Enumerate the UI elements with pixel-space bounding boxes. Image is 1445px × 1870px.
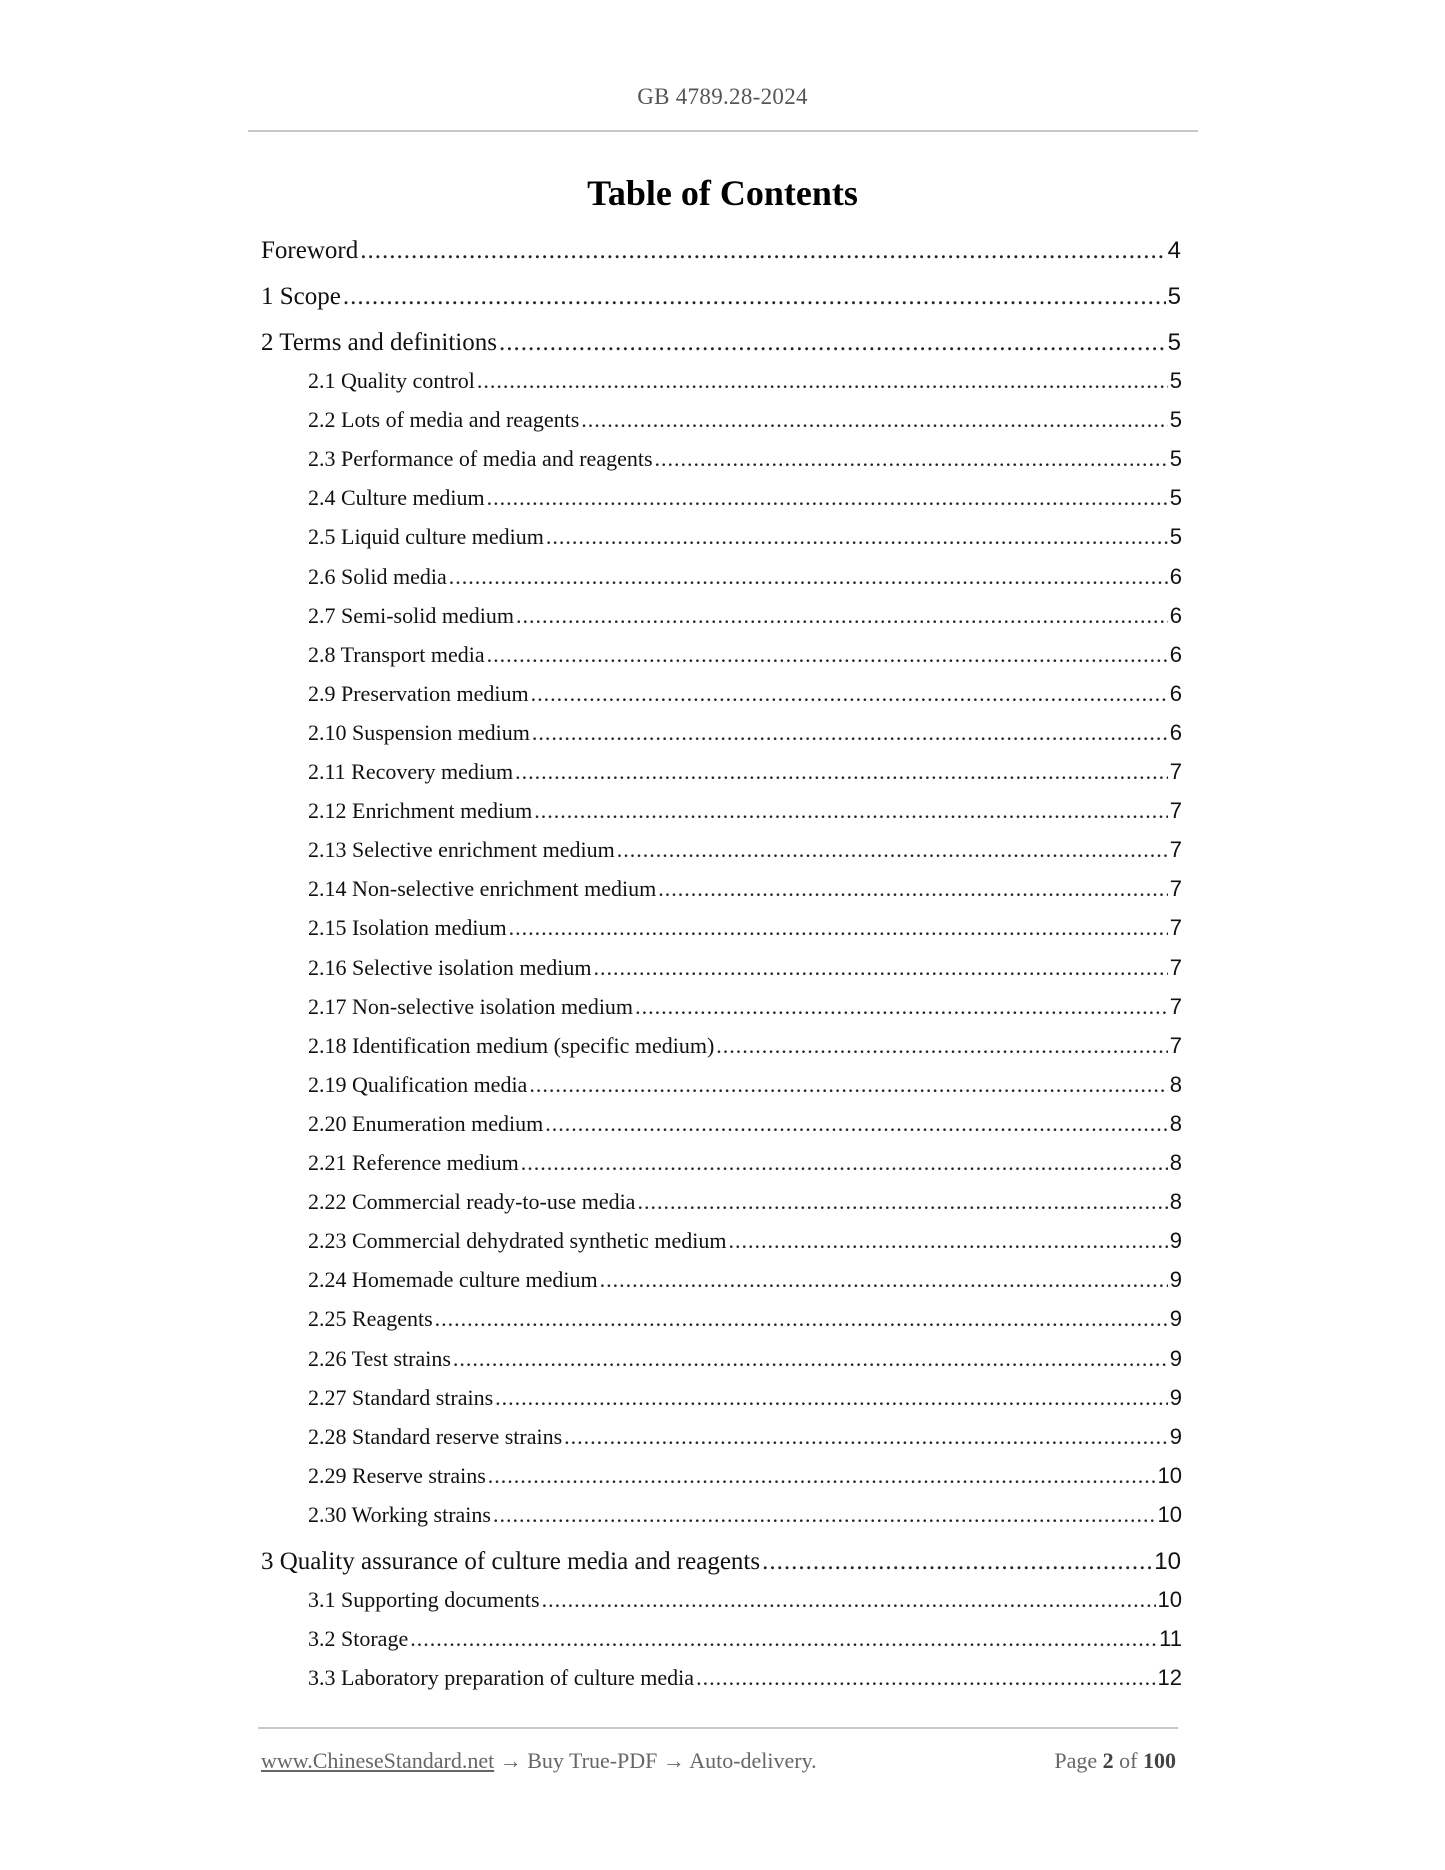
footer-tagline: → Buy True-PDF → Auto-delivery. xyxy=(499,1748,817,1773)
toc-leader-dots xyxy=(487,485,1168,511)
toc-entry[interactable] xyxy=(308,1228,1182,1254)
toc-entry[interactable] xyxy=(308,798,1182,824)
toc-entry[interactable] xyxy=(308,524,1182,550)
toc-entry-title: 1 Scope xyxy=(261,283,341,310)
toc-entry-title: Foreword xyxy=(261,237,359,264)
toc-leader-dots xyxy=(532,720,1168,746)
toc-entry[interactable] xyxy=(308,485,1182,511)
toc-entry-title: 2.24 Homemade culture medium xyxy=(308,1267,598,1293)
toc-entry-title: 2.8 Transport media xyxy=(308,641,485,667)
toc-heading: Table of Contents xyxy=(587,173,858,213)
toc-entry-page: 6 xyxy=(1169,602,1182,628)
toc-leader-dots xyxy=(531,681,1168,707)
toc-entry[interactable] xyxy=(308,994,1182,1020)
page-footer xyxy=(261,1748,1176,1778)
toc-entry-page: 7 xyxy=(1169,837,1182,863)
toc-leader-dots xyxy=(696,1665,1155,1691)
toc-entry-page: 7 xyxy=(1169,798,1182,824)
toc-entry[interactable] xyxy=(261,283,1181,311)
toc-entry-page: 7 xyxy=(1169,954,1182,980)
toc-leader-dots xyxy=(509,915,1168,941)
toc-entry-title: 2.10 Suspension medium xyxy=(308,719,530,745)
toc-leader-dots xyxy=(521,1150,1168,1176)
toc-entry-title: 2.11 Recovery medium xyxy=(308,759,514,784)
toc-entry-title: 2.22 Commercial ready-to-use media xyxy=(308,1189,636,1215)
toc-entry[interactable] xyxy=(308,1665,1182,1691)
toc-entry-title: 2.18 Identification medium (specific medium) xyxy=(308,1032,715,1058)
toc-entry[interactable] xyxy=(308,1267,1182,1293)
toc-entry[interactable] xyxy=(308,642,1182,668)
toc-entry-title: 2.26 Test strains xyxy=(308,1345,451,1371)
toc-leader-dots xyxy=(594,955,1168,981)
toc-entry-page: 10 xyxy=(1157,1501,1182,1527)
toc-entry-page: 8 xyxy=(1169,1150,1182,1175)
toc-entry-title: 2.20 Enumeration medium xyxy=(308,1110,544,1136)
toc-leader-dots xyxy=(410,1626,1157,1652)
toc-entry-title: 2.3 Performance of media and reagents xyxy=(308,446,653,472)
page-label: Page xyxy=(1054,1748,1098,1773)
toc-entry[interactable] xyxy=(308,1072,1182,1098)
toc-entry-page: 8 xyxy=(1169,1189,1182,1215)
toc-entry-title: 2.17 Non-selective isolation medium xyxy=(308,993,634,1019)
toc-entry-page: 5 xyxy=(1169,446,1182,472)
toc-entry[interactable] xyxy=(261,329,1181,357)
toc-leader-dots xyxy=(762,1548,1152,1576)
toc-entry-page: 6 xyxy=(1169,719,1182,745)
toc-entry-page: 12 xyxy=(1157,1665,1182,1691)
toc-entry-title: 2.19 Qualification media xyxy=(308,1071,528,1097)
toc-entry[interactable] xyxy=(308,681,1182,707)
toc-leader-dots xyxy=(495,1385,1168,1411)
toc-leader-dots xyxy=(658,876,1168,902)
toc-entry-page: 9 xyxy=(1169,1423,1182,1449)
page-indicator xyxy=(1054,1748,1176,1774)
toc-entry-title: 2.13 Selective enrichment medium xyxy=(308,837,615,863)
toc-entry-page: 5 xyxy=(1167,283,1181,310)
toc-entry[interactable] xyxy=(308,837,1182,863)
toc-leader-dots xyxy=(716,1033,1167,1059)
toc-leader-dots xyxy=(435,1306,1168,1332)
toc-entry-title: 3.1 Supporting documents xyxy=(308,1586,540,1612)
toc-entry[interactable] xyxy=(308,955,1182,981)
toc-entry-page: 9 xyxy=(1169,1267,1182,1293)
toc-entry[interactable] xyxy=(308,759,1182,785)
toc-entry-page: 5 xyxy=(1169,485,1182,511)
toc-entry-page: 6 xyxy=(1169,641,1182,667)
toc-entry-page: 5 xyxy=(1169,524,1182,550)
toc-leader-dots xyxy=(534,798,1168,824)
toc-entry-page: 10 xyxy=(1154,1547,1181,1575)
toc-leader-dots xyxy=(360,237,1165,265)
toc-entry-page: 9 xyxy=(1169,1306,1182,1332)
toc-leader-dots xyxy=(655,446,1168,472)
website-link[interactable]: www.ChineseStandard.net xyxy=(261,1748,495,1773)
toc-entry-title: 2.6 Solid media xyxy=(308,563,447,589)
toc-leader-dots xyxy=(453,1346,1168,1372)
toc-entry-title: 2.1 Quality control xyxy=(308,368,475,393)
toc-entry[interactable] xyxy=(308,1033,1182,1059)
toc-leader-dots xyxy=(516,603,1168,629)
toc-entry-page: 7 xyxy=(1169,915,1182,941)
toc-entry[interactable] xyxy=(308,446,1182,472)
toc-entry-page: 6 xyxy=(1169,680,1182,706)
toc-entry-title: 2.29 Reserve strains xyxy=(308,1462,486,1488)
page-total: 100 xyxy=(1143,1748,1176,1773)
toc-leader-dots xyxy=(600,1267,1168,1293)
toc-leader-dots xyxy=(477,368,1168,394)
toc-leader-dots xyxy=(545,1111,1168,1137)
toc-leader-dots xyxy=(635,994,1168,1020)
toc-leader-dots xyxy=(729,1228,1168,1254)
toc-entry-page: 7 xyxy=(1169,876,1182,902)
toc-entry-page: 10 xyxy=(1157,1462,1182,1488)
toc-entry[interactable] xyxy=(308,1463,1182,1489)
toc-entry[interactable] xyxy=(308,1150,1182,1176)
toc-entry-title: 2.21 Reference medium xyxy=(308,1150,519,1175)
toc-entry-page: 5 xyxy=(1167,329,1181,356)
header-divider xyxy=(248,130,1198,132)
toc-entry[interactable] xyxy=(261,237,1181,265)
toc-entry-page: 6 xyxy=(1169,563,1182,589)
toc-entry[interactable] xyxy=(308,915,1182,941)
toc-entry-page: 8 xyxy=(1169,1071,1182,1097)
toc-entry[interactable] xyxy=(308,1346,1182,1372)
page-of-label: of xyxy=(1119,1748,1138,1773)
toc-entry[interactable] xyxy=(308,1502,1182,1528)
toc-entry[interactable] xyxy=(308,1587,1182,1613)
toc-entry[interactable] xyxy=(261,1548,1181,1576)
toc-leader-dots xyxy=(617,837,1168,863)
toc-entry[interactable] xyxy=(308,876,1182,902)
toc-leader-dots xyxy=(529,1072,1167,1098)
toc-leader-dots xyxy=(542,1587,1156,1613)
toc-entry-title: 2.15 Isolation medium xyxy=(308,915,507,941)
toc-leader-dots xyxy=(343,283,1166,311)
toc-entry-title: 2.5 Liquid culture medium xyxy=(308,524,544,550)
toc-entry-title: 3 Quality assurance of culture media and reagents xyxy=(261,1547,761,1575)
toc-leader-dots xyxy=(499,329,1166,357)
toc-entry-page: 5 xyxy=(1169,407,1182,433)
toc-entry-title: 2.30 Working strains xyxy=(308,1501,491,1527)
toc-leader-dots xyxy=(564,1424,1168,1450)
toc-entry-title: 2 Terms and definitions xyxy=(261,329,497,356)
toc-entry-title: 2.28 Standard reserve strains xyxy=(308,1423,563,1449)
toc-entry-page: 4 xyxy=(1167,237,1181,264)
toc-entry[interactable] xyxy=(308,1111,1182,1137)
toc-entry-title: 2.7 Semi-solid medium xyxy=(308,602,514,628)
toc-leader-dots xyxy=(488,1463,1156,1489)
toc-entry-title: 2.2 Lots of media and reagents xyxy=(308,407,580,433)
toc-leader-dots xyxy=(515,759,1168,785)
toc-entry-page: 7 xyxy=(1169,759,1182,784)
toc-entry-title: 2.4 Culture medium xyxy=(308,485,485,511)
toc-entry-title: 2.12 Enrichment medium xyxy=(308,798,533,824)
footer-promo xyxy=(261,1748,817,1774)
toc-leader-dots xyxy=(449,564,1168,590)
toc-leader-dots xyxy=(637,1189,1167,1215)
toc-leader-dots xyxy=(546,524,1168,550)
toc-entry[interactable] xyxy=(308,1306,1182,1332)
toc-entry[interactable] xyxy=(308,1424,1182,1450)
toc-entry[interactable] xyxy=(308,368,1182,394)
toc-entry-page: 9 xyxy=(1169,1345,1182,1371)
toc-entry[interactable] xyxy=(308,1626,1182,1652)
toc-entry-title: 2.25 Reagents xyxy=(308,1306,433,1332)
toc-entry-title: 3.3 Laboratory preparation of culture media xyxy=(308,1665,695,1691)
document-header-title: GB 4789.28-2024 xyxy=(637,84,808,109)
toc-entry-title: 2.23 Commercial dehydrated synthetic medium xyxy=(308,1228,727,1254)
toc-entry-page: 10 xyxy=(1157,1586,1182,1612)
toc-entry[interactable] xyxy=(308,564,1182,590)
page-current: 2 xyxy=(1102,1748,1114,1773)
toc-leader-dots xyxy=(487,642,1168,668)
toc-entry-title: 2.16 Selective isolation medium xyxy=(308,954,592,980)
toc-entry-page: 11 xyxy=(1159,1626,1182,1651)
toc-entry-title: 2.9 Preservation medium xyxy=(308,680,529,706)
toc-entry[interactable] xyxy=(308,720,1182,746)
toc-entry[interactable] xyxy=(308,1189,1182,1215)
toc-entry-title: 2.27 Standard strains xyxy=(308,1384,494,1410)
toc-entry-page: 9 xyxy=(1169,1228,1182,1254)
toc-entry-page: 5 xyxy=(1169,368,1182,393)
toc-entry[interactable] xyxy=(308,1385,1182,1411)
toc-entry-page: 7 xyxy=(1169,1032,1182,1058)
toc-entry-page: 7 xyxy=(1169,993,1182,1019)
footer-divider xyxy=(258,1727,1178,1729)
toc-leader-dots xyxy=(493,1502,1156,1528)
toc-entry-title: 2.14 Non-selective enrichment medium xyxy=(308,876,657,902)
toc-entry-page: 9 xyxy=(1169,1384,1182,1410)
toc-leader-dots xyxy=(581,407,1167,433)
toc-entry[interactable] xyxy=(308,603,1182,629)
toc-entry-title: 3.2 Storage xyxy=(308,1626,409,1651)
toc-entry[interactable] xyxy=(308,407,1182,433)
toc-entry-page: 8 xyxy=(1169,1110,1182,1136)
